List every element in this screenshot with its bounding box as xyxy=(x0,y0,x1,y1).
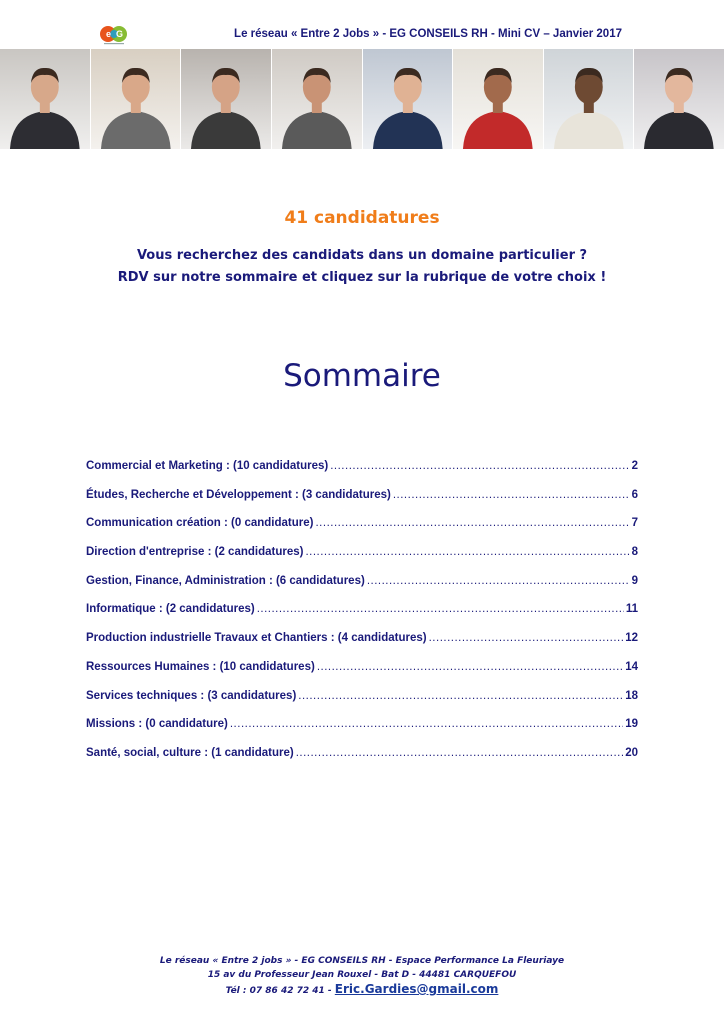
toc-dot-leader xyxy=(315,517,629,529)
toc-entry[interactable] xyxy=(86,460,638,489)
toc-dot-leader xyxy=(230,718,623,730)
sommaire-title: Sommaire xyxy=(283,358,441,394)
toc-dot-leader xyxy=(367,575,630,587)
photo-smiling-woman xyxy=(634,49,724,149)
photo-man-thumbs-up xyxy=(544,49,635,149)
toc-dot-leader xyxy=(393,489,630,501)
toc-dot-leader xyxy=(305,546,629,558)
toc-entry-label: Ressources Humaines : (10 candidatures) xyxy=(86,660,315,673)
toc-entry[interactable] xyxy=(86,632,638,661)
toc-entry-page: 9 xyxy=(631,574,638,587)
toc-entry[interactable] xyxy=(86,718,638,747)
intro-line-1: Vous recherchez des candidats dans un domaine particulier ? xyxy=(136,248,588,263)
toc-entry-page: 12 xyxy=(625,632,638,645)
toc-entry-page: 7 xyxy=(631,517,638,530)
toc-entry-page: 11 xyxy=(625,603,638,616)
toc-entry-page: 14 xyxy=(625,660,638,673)
toc-entry-page: 18 xyxy=(625,689,638,702)
photo-banner xyxy=(0,49,724,149)
photo-woman-with-books xyxy=(453,49,544,149)
header-title: Le réseau « Entre 2 Jobs » - EG CONSEILS RH - Mini CV – Janvier 2017 xyxy=(234,28,622,40)
toc-entry[interactable] xyxy=(86,603,638,632)
toc-entry-label: Production industrielle Travaux et Chantiers : (4 candidatures) xyxy=(86,632,427,645)
table-of-contents xyxy=(86,460,638,776)
toc-entry[interactable] xyxy=(86,661,638,690)
toc-entry-label: Communication création : (0 candidature) xyxy=(86,517,314,530)
footer-network-line: Le réseau « Entre 2 jobs » - EG CONSEILS RH - Espace Performance La Fleuriaye xyxy=(159,956,565,966)
toc-entry-label: Services techniques : (3 candidatures) xyxy=(86,689,297,702)
toc-entry-label: Gestion, Finance, Administration : (6 candidatures) xyxy=(86,574,365,587)
page-footer xyxy=(0,954,724,998)
photo-handshake-older-man xyxy=(91,49,182,149)
toc-entry-label: Informatique : (2 candidatures) xyxy=(86,603,255,616)
toc-entry[interactable] xyxy=(86,546,638,575)
toc-entry[interactable] xyxy=(86,690,638,719)
intro-line-2: RDV sur notre sommaire et cliquez sur la rubrique de votre choix ! xyxy=(117,270,607,285)
photo-team-celebrating xyxy=(363,49,454,149)
candidatures-count-heading: 41 candidatures xyxy=(284,208,440,228)
photo-businessman-window xyxy=(0,49,91,149)
page-header xyxy=(0,20,724,50)
toc-dot-leader xyxy=(330,460,629,472)
toc-entry-label: Études, Recherche et Développement : (3 candidatures) xyxy=(86,488,391,501)
email-link[interactable]: Eric.Gardies@gmail.com xyxy=(334,982,499,996)
svg-text:e: e xyxy=(106,29,112,39)
toc-dot-leader xyxy=(257,603,624,615)
svg-text:G: G xyxy=(116,29,124,39)
toc-dot-leader xyxy=(298,690,623,702)
toc-entry[interactable] xyxy=(86,747,638,776)
toc-entry[interactable] xyxy=(86,489,638,518)
photo-laughing-man xyxy=(272,49,363,149)
toc-entry-page: 19 xyxy=(625,718,638,731)
photo-office-group xyxy=(181,49,272,149)
toc-entry[interactable] xyxy=(86,517,638,546)
toc-entry-label: Missions : (0 candidature) xyxy=(86,718,228,731)
footer-contact-line xyxy=(0,982,724,998)
toc-entry-label: Commercial et Marketing : (10 candidatures) xyxy=(86,460,329,472)
toc-dot-leader xyxy=(429,632,624,644)
toc-entry-page: 20 xyxy=(625,746,638,759)
footer-phone: Tél : 07 86 42 72 41 - xyxy=(225,986,335,996)
toc-entry-page: 2 xyxy=(631,460,638,472)
toc-entry-page: 6 xyxy=(631,488,638,501)
toc-entry-label: Direction d'entreprise : (2 candidatures) xyxy=(86,546,304,559)
toc-entry-label: Santé, social, culture : (1 candidature) xyxy=(86,746,294,759)
toc-entry[interactable] xyxy=(86,575,638,604)
toc-dot-leader xyxy=(296,747,624,759)
toc-dot-leader xyxy=(317,661,623,673)
toc-entry-page: 8 xyxy=(631,546,638,559)
footer-address-line: 15 av du Professeur Jean Rouxel - Bat D - 44481 CARQUEFOU xyxy=(207,970,517,980)
